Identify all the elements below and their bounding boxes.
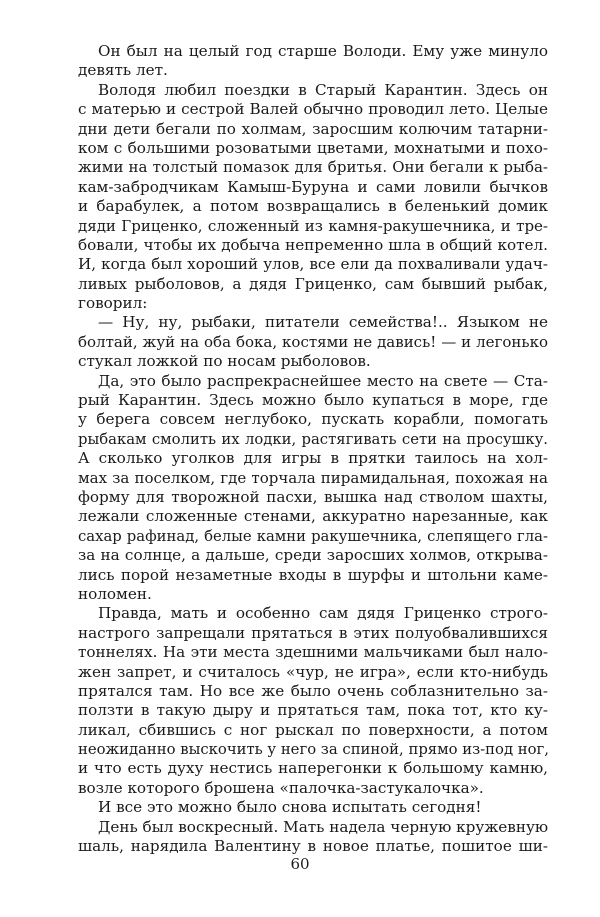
text-line: А сколько уголков для игры в прятки таилось на хол-: [78, 449, 548, 468]
text-line: лежали сложенные стенами, аккуратно нарезанные, как: [78, 507, 548, 526]
text-line: День был воскресный. Мать надела черную кружевную: [98, 817, 549, 836]
text-line: Он был на целый год старше Володи. Ему уже минуло: [98, 42, 548, 60]
text-line: — Ну, ну, рыбаки, питатели семейства!.. Языком не: [98, 313, 548, 332]
text-line: ком с большими розоватыми цветами, мохнатыми и похо-: [78, 138, 548, 157]
text-line: ноломен.: [78, 584, 152, 603]
text-line: мах за поселком, где торчала пирамидальная, похожая на: [78, 468, 548, 487]
text-line: Правда, мать и особенно сам дядя Гриценко строго-: [98, 604, 548, 623]
text-line: И все это можно было снова испытать сегодня!: [98, 798, 482, 817]
text-line: за на солнце, а дальше, среди заросших холмов, открыва-: [78, 546, 548, 565]
text-line: шаль, нарядила Валентину в новое платье, пошитое ши-: [78, 837, 548, 856]
text-line: и барабулек, а потом возвращались в беленький домик: [78, 197, 548, 216]
text-line: рыбакам смолить их лодки, растягивать сети на просушку.: [78, 430, 548, 448]
text-line: лись порой незаметные входы в шурфы и штольни каме-: [78, 565, 548, 584]
text-line: с матерью и сестрой Валей обычно проводил лето. Целые: [78, 100, 548, 119]
text-line: настрого запрещали прятаться в этих полуобвалившихся: [78, 623, 548, 642]
text-line: говорил:: [78, 294, 148, 313]
page-text: [78, 42, 548, 856]
text-line: Володя любил поездки в Старый Карантин. Здесь он: [98, 80, 548, 99]
text-line: прятался там. Но все же было очень соблазнительно за-: [78, 681, 548, 700]
text-line: И, когда был хороший улов, все ели да похваливали удач-: [78, 255, 548, 274]
text-line: дни дети бегали по холмам, заросшим колючим татарни-: [78, 119, 548, 138]
text-line: Да, это было распрекраснейшее место на свете — Ста-: [98, 371, 548, 390]
text-line: рый Карантин. Здесь можно было купаться в море, где: [78, 391, 548, 410]
text-line: возле которого брошена «палочка-застукалочка».: [78, 778, 484, 797]
text-line: жими на толстый помазок для бритья. Они бегали к рыба-: [78, 158, 548, 177]
text-line: кам-забродчикам Камыш-Буруна и сами ловили бычков: [78, 177, 548, 196]
text-line: ливых рыболовов, а дядя Гриценко, сам бывший рыбак,: [78, 274, 548, 293]
text-line: девять лет.: [78, 61, 168, 80]
text-line: стукал ложкой по носам рыболовов.: [78, 352, 371, 371]
text-line: форму для творожной пасхи, вышка над стволом шахты,: [78, 487, 548, 506]
page-number: 60: [290, 855, 310, 873]
text-line: болтай, жуй на оба бока, костями не давись! — и легонько: [78, 332, 548, 351]
text-line: ползти в такую дыру и прятаться там, пока тот, кто ку-: [78, 701, 548, 720]
text-line: жен запрет, и считалось «чур, не игра», если кто-нибудь: [78, 662, 548, 681]
text-line: сахар рафинад, белые камни ракушечника, слепящего гла-: [78, 527, 548, 545]
text-line: и что есть духу нестись наперегонки к большому камню,: [78, 759, 548, 778]
text-line: у берега совсем неглубоко, пускать корабли, помогать: [78, 410, 548, 429]
text-line: тоннелях. На эти места здешними мальчиками был нало-: [78, 643, 548, 662]
text-line: дяди Гриценко, сложенный из камня-ракушечника, и тре-: [78, 216, 548, 235]
text-line: бовали, чтобы их добыча непременно шла в общий котел.: [78, 235, 548, 254]
text-line: неожиданно выскочить у него за спиной, прямо из-под ног,: [78, 741, 549, 759]
text-line: ликал, сбившись с ног рыскал по поверхности, а потом: [78, 720, 548, 739]
